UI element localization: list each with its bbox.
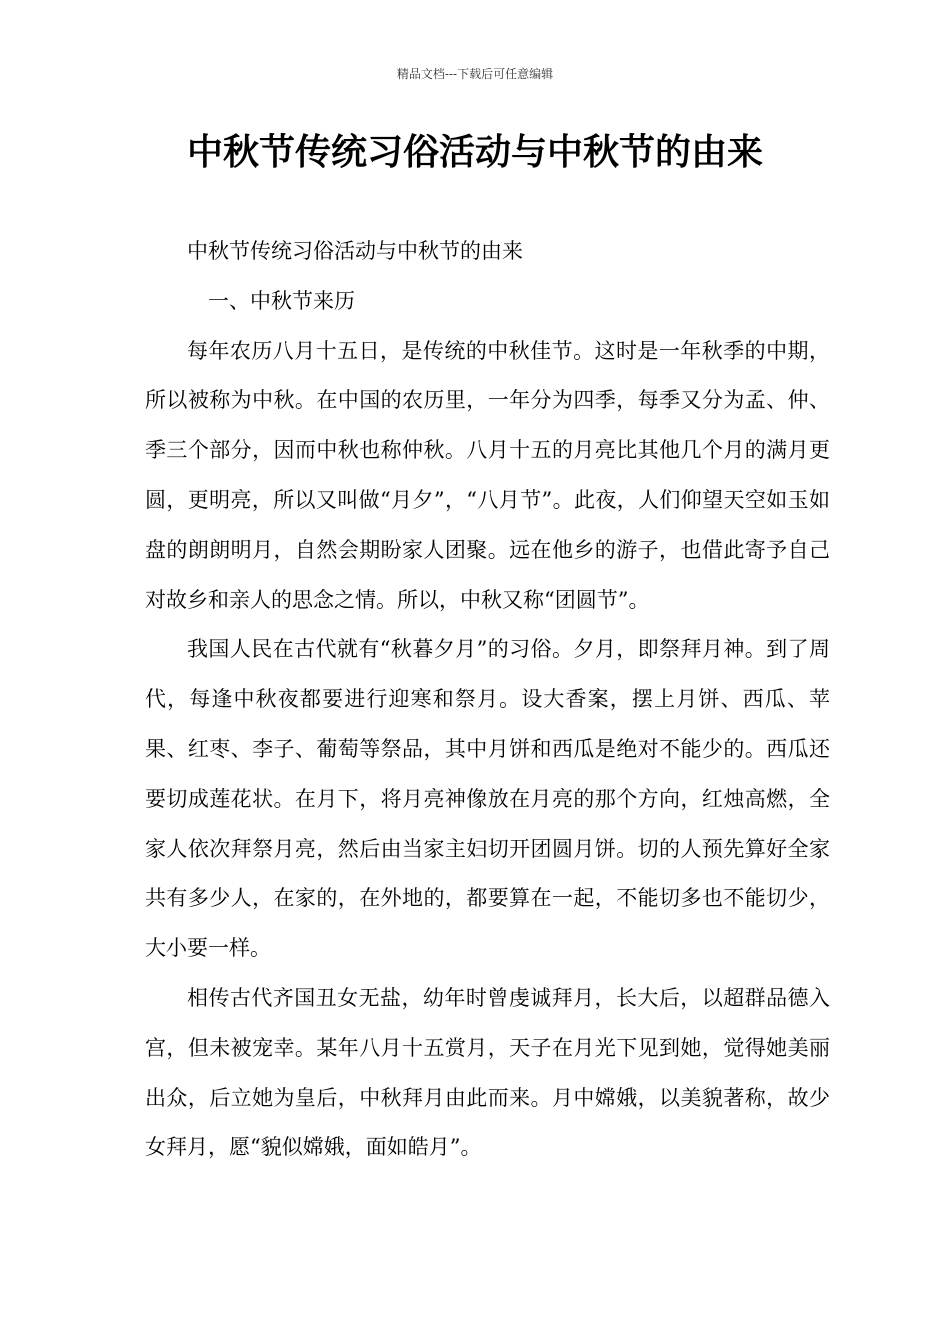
document-title: 中秋节传统习俗活动与中秋节的由来 xyxy=(186,132,763,173)
document-body xyxy=(145,227,830,1173)
paragraph-1: 每年农历八月十五日，是传统的中秋佳节。这时是一年秋季的中期，所以被称为中秋。在中国的农历里，一年分为四季，每季又分为孟、仲、季三个部分，因而中秋也称仲秋。八月十五的月亮比其他几个月的满月更圆，更明亮，所以又叫做“月夕”，“八月节”。此夜，人们仰望天空如玉如盘的朗朗明月，自然会期盼家人团聚。远在他乡的游子，也借此寄予自己对故乡和亲人的思念之情。所以，中秋又称“团圆节”。 xyxy=(145,338,830,612)
paragraph-3: 相传古代齐国丑女无盐，幼年时曾虔诚拜月，长大后，以超群品德入宫，但未被宠幸。某年八月十五赏月，天子在月光下见到她，觉得她美丽出众，后立她为皇后，中秋拜月由此而来。月中嫦娥，以美貌著称，故少女拜月，愿“貌似嫦娥，面如皓月”。 xyxy=(145,985,830,1160)
header-note: 精品文档---下载后可任意编辑 xyxy=(396,67,554,81)
subtitle-line: 中秋节传统习俗活动与中秋节的由来 xyxy=(187,239,523,263)
section-heading: 一、中秋节来历 xyxy=(208,288,355,313)
paragraph-2: 我国人民在古代就有“秋暮夕月”的习俗。夕月，即祭拜月神。到了周代，每逢中秋夜都要进行迎寒和祭月。设大香案，摆上月饼、西瓜、苹果、红枣、李子、葡萄等祭品，其中月饼和西瓜是绝对不能少的。西瓜还要切成莲花状。在月下，将月亮神像放在月亮的那个方向，红烛高燃，全家人依次拜祭月亮，然后由当家主妇切开团圆月饼。切的人预先算好全家共有多少人，在家的，在外地的，都要算在一起，不能切多也不能切少，大小要一样。 xyxy=(145,637,830,961)
